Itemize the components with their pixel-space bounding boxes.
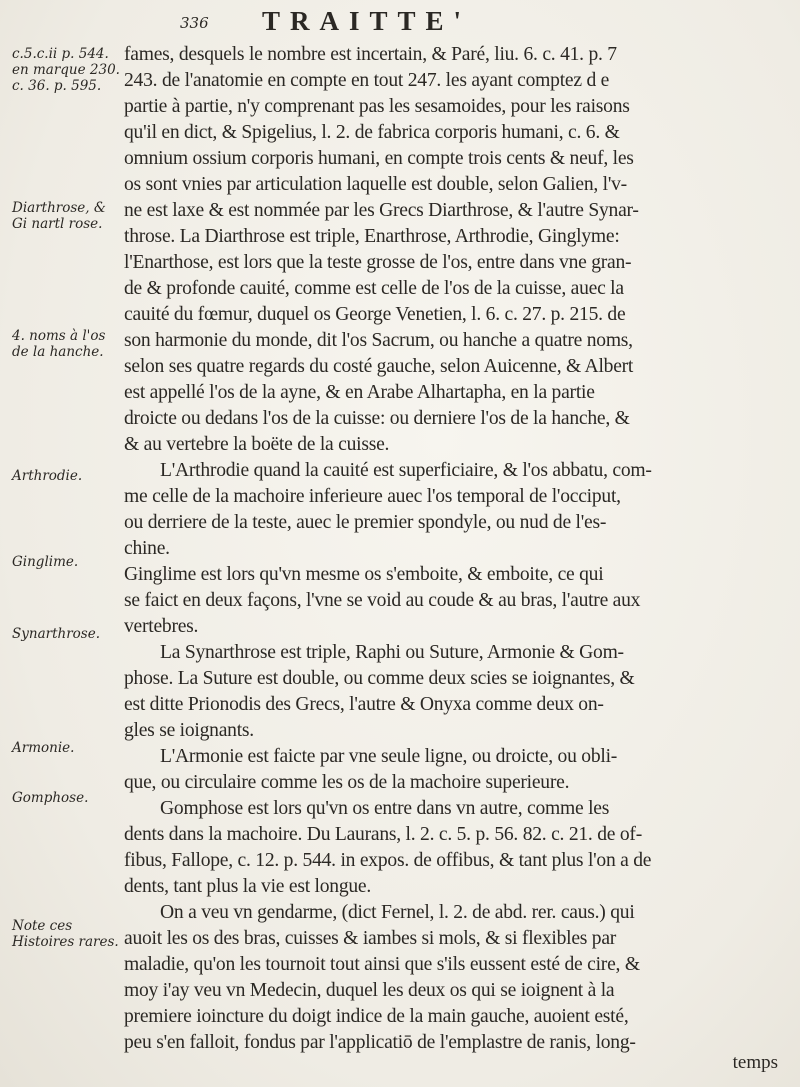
- text-line: premiere ioincture du doigt indice de la main gauche, auoient esté,: [124, 1006, 629, 1027]
- text-line: Gomphose est lors qu'vn os entre dans vn autre, comme les: [160, 798, 610, 819]
- text-line: Ginglime est lors qu'vn mesme os s'emboite, & emboite, ce qui: [124, 564, 604, 585]
- text-line: que, ou circulaire comme les os de la machoire superieure.: [124, 772, 570, 793]
- text-line: phose. La Suture est double, ou comme deux scies se ioignantes, &: [124, 668, 635, 689]
- margin-note-diarthrose: Diarthrose, & Gi nartl rose.: [12, 200, 106, 232]
- text-line: selon ses quatre regards du costé gauche, selon Auicenne, & Albert: [124, 356, 634, 377]
- text-line: & au vertebre la boëte de la cuisse.: [124, 434, 390, 455]
- text-line: chine.: [124, 538, 170, 559]
- text-line: moy i'ay veu vn Medecin, duquel les deux os qui se ioignent à la: [124, 980, 615, 1001]
- text-line: auoit les os des bras, cuisses & iambes si mols, & si flexibles par: [124, 928, 617, 949]
- text-line: fames, desquels le nombre est incertain, & Paré, liu. 6. c. 41. p. 7: [124, 44, 617, 65]
- margin-note-references: c.5.c.ii p. 544. en marque 230. c. 36. p. 595.: [12, 46, 120, 94]
- page-header: [0, 6, 800, 40]
- margin-note-armonie: Armonie.: [12, 740, 75, 756]
- margin-note-ginglime: Ginglime.: [12, 554, 79, 570]
- text-line: est appellé l'os de la ayne, & en Arabe Alhartapha, en la partie: [124, 382, 595, 403]
- running-title: TRAITTE': [262, 6, 472, 36]
- text-line: partie à partie, n'y comprenant pas les sesamoides, pour les raisons: [124, 96, 630, 117]
- text-line: dents dans la machoire. Du Laurans, l. 2. c. 5. p. 56. 82. c. 21. de of-: [124, 824, 642, 845]
- margin-note-gomphose: Gomphose.: [12, 790, 89, 806]
- text-line: throse. La Diarthrose est triple, Enarthrose, Arthrodie, Ginglyme:: [124, 226, 620, 247]
- text-line: est ditte Prionodis des Grecs, l'autre & Onyxa comme deux on-: [124, 694, 604, 715]
- text-line: droicte ou dedans l'os de la cuisse: ou derniere l'os de la hanche, &: [124, 408, 630, 429]
- text-line: 243. de l'anatomie en compte en tout 247. les ayant comptez d e: [124, 70, 610, 91]
- text-line: os sont vnies par articulation laquelle est double, selon Galien, l'v-: [124, 174, 627, 195]
- margin-note-arthrodie: Arthrodie.: [12, 468, 83, 484]
- text-line: L'Armonie est faicte par vne seule ligne, ou droicte, ou obli-: [160, 746, 618, 767]
- text-line: fibus, Fallope, c. 12. p. 544. in expos. de offibus, & tant plus l'on a de: [124, 850, 652, 871]
- page-number: 336: [180, 14, 209, 32]
- text-line: L'Arthrodie quand la cauité est superficiaire, & l'os abbatu, com-: [160, 460, 652, 481]
- text-line: ou derriere de la teste, auec le premier spondyle, ou nud de l'es-: [124, 512, 607, 533]
- text-line: peu s'en falloit, fondus par l'applicatiō de l'emplastre de ranis, long-: [124, 1032, 636, 1053]
- text-line: me celle de la machoire inferieure auec l'os temporal de l'occiput,: [124, 486, 621, 507]
- text-line: dents, tant plus la vie est longue.: [124, 876, 372, 897]
- text-line: l'Enarthose, est lors que la teste grosse de l'os, entre dans vne gran-: [124, 252, 632, 273]
- text-line: maladie, qu'on les tournoit tout ainsi que s'ils eussent esté de cire, &: [124, 954, 640, 975]
- margin-note-hanche: 4. noms à l'os de la hanche.: [12, 328, 106, 360]
- margin-note-histoires: Note ces Histoires rares.: [12, 918, 119, 950]
- text-line: gles se ioignants.: [124, 720, 254, 741]
- text-line: La Synarthrose est triple, Raphi ou Suture, Armonie & Gom-: [160, 642, 624, 663]
- text-line: son harmonie du monde, dit l'os Sacrum, ou hanche a quatre noms,: [124, 330, 633, 351]
- text-line: omnium ossium corporis humani, en compte trois cents & neuf, les: [124, 148, 634, 169]
- text-line: ne est laxe & est nommée par les Grecs Diarthrose, & l'autre Synar-: [124, 200, 639, 221]
- text-line: On a veu vn gendarme, (dict Fernel, l. 2. de abd. rer. caus.) qui: [160, 902, 635, 923]
- text-line: vertebres.: [124, 616, 199, 637]
- text-line: qu'il en dict, & Spigelius, l. 2. de fabrica corporis humani, c. 6. &: [124, 122, 620, 143]
- main-text: [124, 42, 792, 1056]
- margin-note-synarthrose: Synarthrose.: [12, 626, 100, 642]
- text-line: se faict en deux façons, l'vne se void au coude & au bras, l'autre aux: [124, 590, 641, 611]
- text-line: de & profonde cauité, comme est celle de l'os de la cuisse, auec la: [124, 278, 624, 299]
- catchword: temps: [732, 1052, 778, 1073]
- text-line: cauité du fœmur, duquel os George Venetien, l. 6. c. 27. p. 215. de: [124, 304, 626, 325]
